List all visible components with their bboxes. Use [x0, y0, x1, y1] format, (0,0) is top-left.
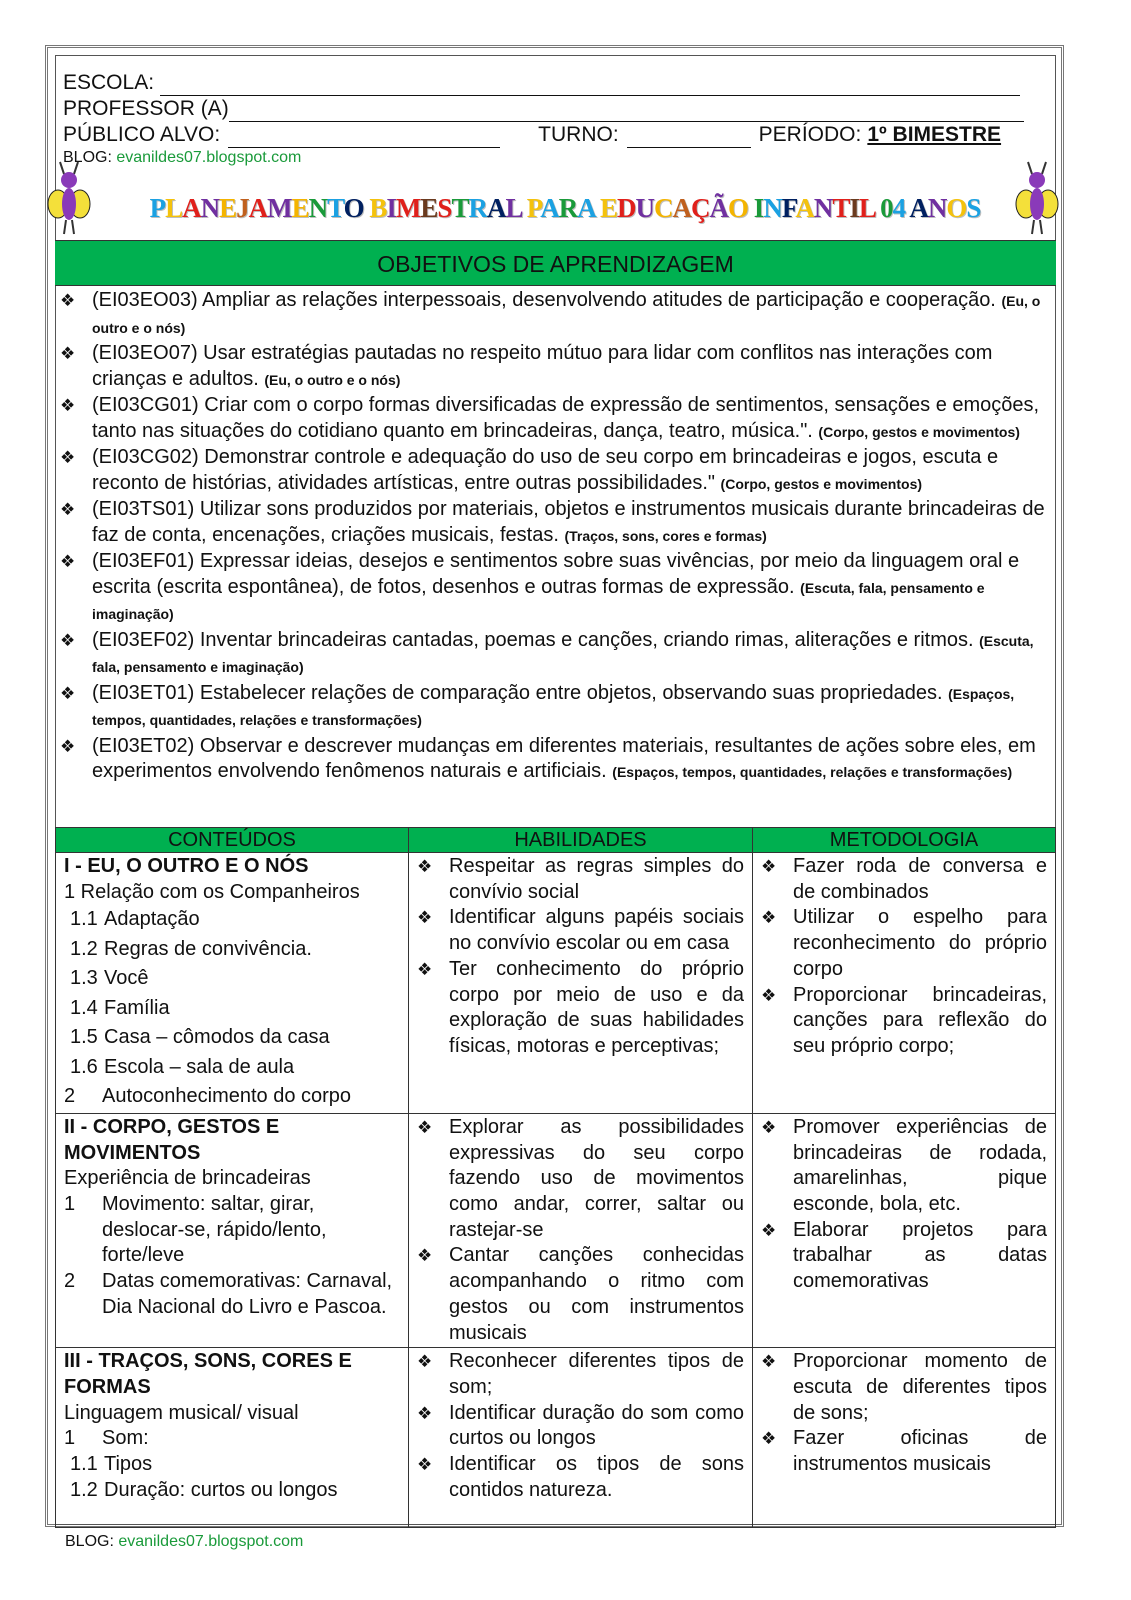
objective-description: (EI03ET01) Estabelecer relações de comparação entre objetos, observando suas propriedades.	[92, 681, 943, 704]
habilidades-text: Ter conhecimento do próprio corpo por meio de uso e da exploração de suas habilidades físicas, motoras e perceptivas;	[449, 957, 744, 1057]
content-item-text: Adaptação	[104, 908, 200, 931]
bullet-diamond-icon: ❖	[60, 396, 76, 415]
title-letter: M	[395, 193, 421, 223]
objective-item	[60, 445, 1050, 497]
section-subtitle: Linguagem musical/ visual	[64, 1401, 299, 1424]
column-header-habilidades: HABILIDADES	[409, 828, 753, 853]
bullet-diamond-icon: ❖	[60, 736, 76, 756]
title-letter: N	[308, 193, 328, 223]
habilidades-item	[417, 1243, 744, 1346]
content-item-text: Movimento: saltar, girar, deslocar-se, rápido/lento, forte/leve	[102, 1193, 327, 1267]
metodologia-item	[761, 905, 1047, 982]
habilidades-item	[417, 1349, 744, 1400]
content-item	[64, 1452, 400, 1478]
objective-field-tag: (Escuta, fala, pensamento e imaginação)	[92, 632, 1034, 675]
bee-mascot-icon	[46, 160, 92, 236]
bullet-diamond-icon: ❖	[417, 1455, 433, 1475]
content-item	[64, 964, 400, 994]
objective-description: (EI03EF02) Inventar brincadeiras cantadas, poemas e canções, criando rimas, aliterações e ritmos.	[92, 628, 974, 651]
content-item	[64, 1023, 400, 1053]
title-letter: D	[617, 193, 636, 223]
title-letter: U	[635, 193, 655, 223]
title-letter: R	[558, 193, 578, 223]
content-item-number: 2	[64, 1085, 76, 1108]
title-letter: E	[219, 193, 237, 223]
content-item-number: 2	[64, 1270, 76, 1293]
habilidades-item	[417, 1401, 744, 1452]
content-item	[64, 1426, 400, 1452]
bullet-diamond-icon: ❖	[761, 1220, 777, 1240]
habilidades-cell	[409, 1348, 753, 1528]
title-letter: E	[291, 193, 309, 223]
metodologia-text: Proporcionar momento de escuta de diferentes tipos de sons;	[793, 1350, 1047, 1424]
content-item-text: Família	[104, 996, 170, 1019]
objective-field-tag: (Espaços, tempos, quantidades, relações e transformações)	[92, 685, 1015, 728]
title-letter: T	[451, 193, 469, 223]
bullet-diamond-icon: ❖	[417, 1246, 433, 1266]
bullet-diamond-icon: ❖	[761, 908, 777, 928]
habilidades-text: Reconhecer diferentes tipos de som;	[449, 1350, 744, 1398]
title-letter: 0	[880, 193, 893, 223]
bullet-diamond-icon: ❖	[417, 1352, 433, 1372]
objective-text	[92, 341, 1050, 393]
bullet-diamond-icon: ❖	[417, 857, 433, 876]
title-letter: C	[654, 193, 673, 223]
content-item	[64, 935, 400, 965]
content-item-number: 1	[64, 1193, 76, 1216]
objective-field-tag: (Corpo, gestos e movimentos)	[720, 475, 923, 492]
conteudos-cell	[56, 1113, 409, 1347]
title-letter: Ç	[691, 193, 710, 223]
metodologia-text: Fazer roda de conversa e de combinados	[793, 855, 1047, 903]
content-item-text: Escola – sala de aula	[104, 1055, 295, 1078]
habilidades-text: Identificar alguns papéis sociais no convívio escolar ou em casa	[449, 906, 744, 955]
objective-item	[60, 628, 1050, 681]
title-letter: L	[505, 193, 521, 223]
metodologia-item	[761, 983, 1047, 1060]
objective-description: (EI03CG01) Criar com o corpo formas diversificadas de expressão de sentimentos, sensações e emoções, tanto nas situações do cotidiano quanto em brincadeiras, dança, teatro, música.".	[92, 394, 1040, 442]
section-title: I - EU, O OUTRO E O NÓS	[64, 855, 309, 877]
title-letter: E	[600, 193, 618, 223]
title-letter: T	[327, 193, 344, 223]
objective-text	[92, 681, 1050, 734]
habilidades-item	[417, 905, 744, 956]
metodologia-cell	[753, 853, 1056, 1114]
table-row	[56, 1113, 1056, 1347]
content-item-text: Som:	[102, 1427, 149, 1450]
section-subtitle: 1 Relação com os Companheiros	[64, 880, 360, 903]
habilidades-item	[417, 854, 744, 905]
title-letter: O	[343, 193, 364, 223]
title-letter: A	[182, 193, 201, 223]
title-letter: S	[437, 193, 452, 223]
objective-item	[60, 288, 1050, 341]
objective-description: (EI03ET02) Observar e descrever mudanças em diferentes materiais, resultantes de ações sobre eles, em experimentos envolvendo fenômenos naturais e artificiais.	[92, 734, 1036, 782]
planning-table	[55, 827, 1056, 1528]
bullet-diamond-icon: ❖	[60, 552, 76, 571]
footer-blog-label: BLOG:	[65, 1533, 114, 1550]
bullet-diamond-icon: ❖	[60, 291, 76, 310]
objective-item	[60, 393, 1050, 445]
habilidades-text: Identificar duração do som como curtos ou longos	[449, 1401, 744, 1450]
objective-field-tag: (Espaços, tempos, quantidades, relações e transformações)	[612, 764, 1013, 780]
objective-field-tag: (Corpo, gestos e movimentos)	[818, 423, 1020, 440]
objective-description: (EI03EO07) Usar estratégias pautadas no respeito mútuo para lidar com conflitos nas interações com crianças e adultos.	[92, 342, 993, 390]
metodologia-item	[761, 1115, 1047, 1218]
title-letter: A	[795, 193, 814, 223]
objective-item	[60, 497, 1050, 549]
bullet-diamond-icon: ❖	[60, 448, 76, 467]
title-letter: N	[813, 193, 833, 223]
publico-label: PÚBLICO ALVO:	[63, 123, 221, 146]
content-item-text: Autoconhecimento do corpo	[102, 1085, 352, 1108]
section-title: III - TRAÇOS, SONS, CORES E FORMAS	[64, 1350, 352, 1398]
metodologia-text: Promover experiências de brincadeiras de rodada, amarelinhas, pique esconde, bola, etc.	[793, 1115, 1047, 1216]
habilidades-text: Explorar as possibilidades expressivas do seu corpo fazendo uso de movimentos como andar, correr, saltar ou rastejar-se	[449, 1115, 744, 1241]
title-letter: A	[577, 193, 595, 223]
title-letter: Ã	[709, 193, 729, 223]
professor-label: PROFESSOR (A)	[63, 97, 229, 120]
title-letter: N	[200, 193, 220, 223]
title-letter: A	[909, 193, 928, 223]
objective-item	[60, 681, 1050, 734]
metodologia-text: Utilizar o espelho para reconhecimento do próprio corpo	[793, 906, 1047, 980]
bullet-diamond-icon: ❖	[761, 1117, 777, 1137]
title-letter: M	[267, 193, 292, 223]
metodologia-item	[761, 1349, 1047, 1426]
content-item	[64, 1269, 400, 1320]
objective-text	[92, 445, 1050, 497]
objective-text	[92, 734, 1050, 786]
content-item-text: Duração: curtos ou longos	[104, 1478, 338, 1501]
bullet-diamond-icon: ❖	[60, 344, 76, 363]
objectives-heading: OBJETIVOS DE APRENDIZAGEM	[55, 240, 1056, 286]
title-letter: A	[540, 193, 559, 223]
metodologia-cell	[753, 1113, 1056, 1347]
title-letter: B	[369, 193, 387, 223]
habilidades-cell	[409, 853, 753, 1114]
objective-field-tag: (Eu, o outro e o nós)	[264, 371, 401, 388]
objective-text	[92, 393, 1050, 445]
objective-field-tag: (Escuta, fala, pensamento e imaginação)	[92, 579, 985, 622]
title-letter: I	[849, 193, 859, 223]
content-item	[64, 905, 400, 935]
bullet-diamond-icon: ❖	[60, 630, 76, 650]
header-form	[63, 70, 1043, 168]
escola-label: ESCOLA:	[63, 71, 155, 94]
title-letter: F	[781, 193, 796, 223]
table-row	[56, 1348, 1056, 1528]
habilidades-item	[417, 957, 744, 1060]
content-item-number: 1.1	[70, 908, 98, 931]
content-item	[64, 1478, 400, 1504]
habilidades-text: Respeitar as regras simples do convívio social	[449, 855, 744, 903]
objective-text	[92, 497, 1050, 549]
publico-field[interactable]	[228, 128, 500, 148]
title-letter: O	[946, 193, 967, 223]
blog-label: BLOG:	[63, 149, 112, 166]
escola-field[interactable]	[160, 76, 1020, 96]
bullet-diamond-icon: ❖	[417, 908, 433, 928]
title-letter: 4	[892, 193, 906, 223]
objectives-list	[60, 288, 1050, 786]
objective-text	[92, 288, 1050, 341]
column-header-conteudos: CONTEÚDOS	[56, 828, 409, 853]
title-letter: L	[165, 193, 183, 223]
objective-text	[92, 549, 1050, 628]
objective-field-tag: (Traços, sons, cores e formas)	[564, 527, 767, 544]
metodologia-text: Elaborar projetos para trabalhar as datas comemorativas	[793, 1218, 1047, 1293]
bullet-diamond-icon: ❖	[761, 985, 777, 1005]
objective-description: (EI03EF01) Expressar ideias, desejos e sentimentos sobre suas vivências, por meio da linguagem oral e escrita (escrita espontânea), de fotos, desenhos e outras formas de expressão.	[92, 550, 1020, 598]
table-row	[56, 853, 1056, 1114]
content-item	[64, 1053, 400, 1083]
bullet-diamond-icon: ❖	[60, 683, 76, 703]
content-item	[64, 1192, 400, 1269]
content-item-text: Tipos	[104, 1453, 153, 1476]
title-letter: O	[728, 193, 749, 223]
habilidades-text: Cantar canções conhecidas acompanhando o ritmo com gestos ou com instrumentos musicais	[449, 1244, 744, 1344]
blog-link[interactable]: evanildes07.blogspot.com	[116, 149, 302, 166]
metodologia-cell	[753, 1348, 1056, 1528]
footer	[65, 1533, 303, 1551]
title-letter: N	[927, 193, 947, 223]
turno-field[interactable]	[627, 128, 751, 148]
title-letter: L	[858, 193, 875, 223]
bullet-diamond-icon: ❖	[417, 1117, 433, 1137]
conteudos-cell	[56, 853, 409, 1114]
metodologia-item	[761, 1218, 1047, 1295]
title-letter: E	[420, 193, 438, 223]
section-title: II - CORPO, GESTOS E MOVIMENTOS	[64, 1115, 280, 1164]
professor-field[interactable]	[229, 102, 1024, 122]
habilidades-cell	[409, 1113, 753, 1347]
column-header-metodologia: METODOLOGIA	[753, 828, 1056, 853]
bullet-diamond-icon: ❖	[417, 1403, 433, 1423]
title-letter: N	[763, 193, 782, 223]
title-letter: A	[486, 193, 506, 223]
title-letter: R	[468, 193, 487, 223]
objective-description: (EI03CG02) Demonstrar controle e adequação do uso de seu corpo em brincadeiras e jogos, escuta e reconto de histórias, atividades artísticas, entre outras possibilidades."	[92, 446, 999, 494]
title-letter: P	[149, 193, 166, 223]
content-item-number: 1.4	[70, 996, 98, 1019]
objective-item	[60, 734, 1050, 786]
title-letter: J	[236, 193, 249, 223]
periodo-value: 1º BIMESTRE	[867, 123, 1002, 146]
metodologia-item	[761, 1426, 1047, 1477]
footer-blog-link[interactable]: evanildes07.blogspot.com	[118, 1533, 304, 1550]
objective-text	[92, 628, 1050, 681]
objective-field-tag: (Eu, o outro e o nós)	[92, 293, 1041, 336]
metodologia-text: Fazer oficinas de instrumentos musicais	[793, 1427, 1047, 1476]
title-letter: I	[386, 193, 396, 223]
objective-description: (EI03TS01) Utilizar sons produzidos por materiais, objetos e instrumentos musicais durante brincadeiras de faz de conta, encenações, criações musicais, festas.	[92, 498, 1045, 546]
bullet-diamond-icon: ❖	[417, 959, 433, 979]
bullet-diamond-icon: ❖	[60, 500, 76, 519]
content-item-text: Regras de convivência.	[104, 937, 312, 960]
content-item-number: 1	[64, 1427, 76, 1450]
content-item	[64, 994, 400, 1024]
metodologia-item	[761, 854, 1047, 905]
title-letter: S	[966, 193, 981, 223]
content-item-text: Datas comemorativas: Carnaval, Dia Nacional do Livro e Pascoa.	[102, 1270, 393, 1318]
title-letter: A	[672, 193, 692, 223]
content-item-number: 1.5	[70, 1026, 98, 1049]
content-item-text: Você	[104, 967, 149, 990]
content-item	[64, 1082, 400, 1112]
metodologia-text: Proporcionar brincadeiras, canções para reflexão do seu próprio corpo;	[793, 983, 1047, 1057]
content-item-number: 1.6	[70, 1055, 98, 1078]
content-item-number: 1.2	[70, 937, 98, 960]
periodo-label: PERÍODO:	[758, 123, 862, 146]
bullet-diamond-icon: ❖	[761, 857, 777, 876]
content-item-number: 1.1	[70, 1453, 98, 1476]
habilidades-text: Identificar os tipos de sons contidos natureza.	[449, 1453, 744, 1501]
objective-description: (EI03EO03) Ampliar as relações interpessoais, desenvolvendo atitudes de participação e cooperação.	[92, 289, 996, 311]
habilidades-item	[417, 1115, 744, 1244]
bullet-diamond-icon: ❖	[761, 1429, 777, 1449]
title-letter: A	[248, 193, 268, 223]
section-subtitle: Experiência de brincadeiras	[64, 1167, 311, 1190]
content-item-number: 1.2	[70, 1478, 98, 1501]
habilidades-item	[417, 1452, 744, 1503]
objective-item	[60, 549, 1050, 628]
bullet-diamond-icon: ❖	[761, 1352, 777, 1372]
conteudos-cell	[56, 1348, 409, 1528]
title-letter: P	[526, 193, 541, 223]
turno-label: TURNO:	[538, 123, 619, 146]
document-title	[105, 190, 1025, 226]
title-letter: I	[753, 193, 764, 223]
title-letter: T	[832, 193, 850, 223]
content-item-number: 1.3	[70, 967, 98, 990]
content-item-text: Casa – cômodos da casa	[104, 1026, 330, 1049]
objective-item	[60, 341, 1050, 393]
